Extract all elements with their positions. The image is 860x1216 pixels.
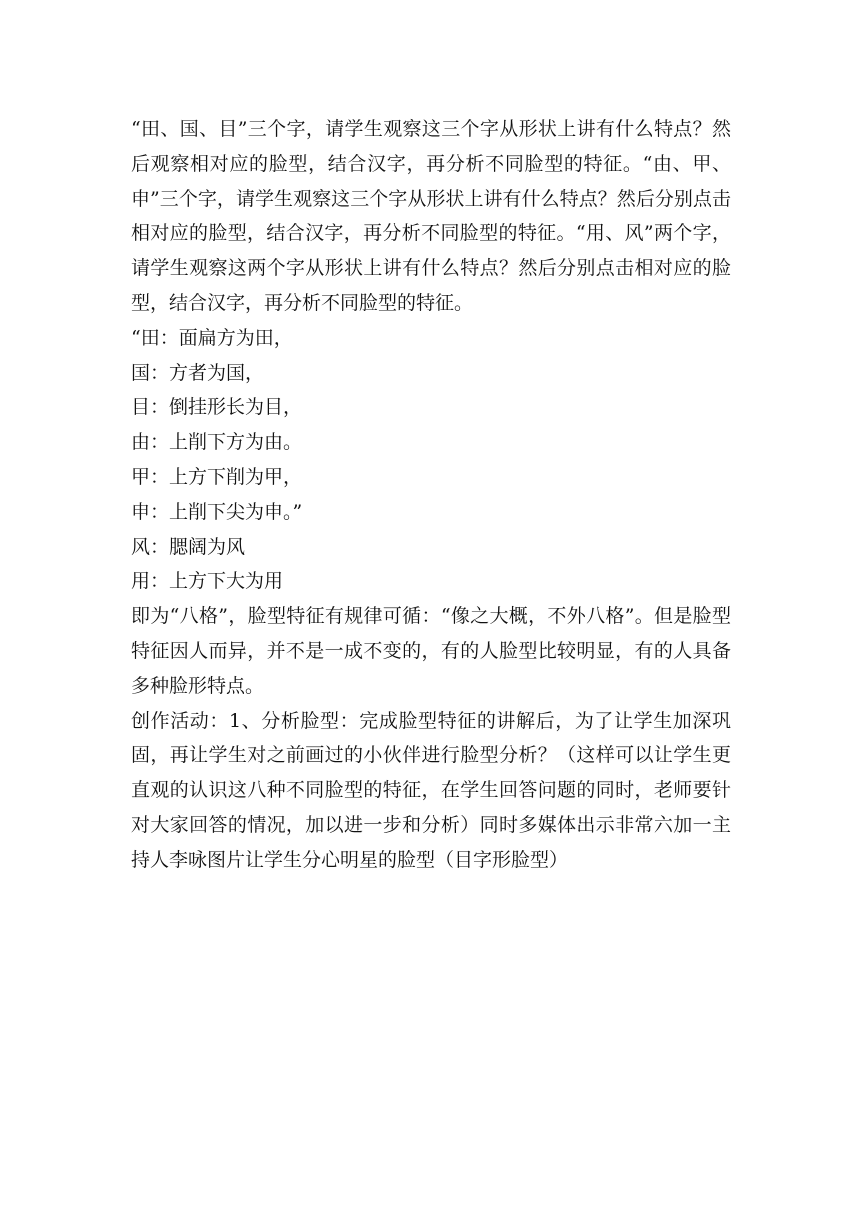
- paragraph-jia: 甲：上方下削为甲，: [131, 465, 303, 488]
- document-body: [131, 112, 731, 878]
- paragraph-feng: 风：腮阔为风: [131, 535, 246, 558]
- paragraph-guo: 国：方者为国，: [131, 361, 265, 384]
- paragraph-eight-patterns: 即为“八格”，脸型特征有规律可循：“像之大概，不外八格”。但是脸型特征因人而异，并不是一成不变的，有的人脸型比较明显，有的人具备多种脸形特点。: [131, 605, 731, 697]
- paragraph-activity: 创作活动：1、分析脸型：完成脸型特征的讲解后，为了让学生加深巩固，再让学生对之前画过的小伙伴进行脸型分析？（这样可以让学生更直观的认识这八种不同脸型的特征，在学生回答问题的同时，老师要针对大家回答的情况，加以进一步和分析）同时多媒体出示非常六加一主持人李咏图片让学生分心明星的脸型（目字形脸型）: [131, 709, 731, 871]
- paragraph-tian: “田：面扁方为田，: [131, 326, 293, 349]
- paragraph-yong: 用：上方下大为用: [131, 570, 284, 593]
- paragraph-you: 由：上削下方为由。: [131, 431, 303, 454]
- paragraph-shen: 申：上削下尖为申。”: [131, 500, 303, 523]
- paragraph-intro: “田、国、目”三个字，请学生观察这三个字从形状上讲有什么特点？然后观察相对应的脸型，结合汉字，再分析不同脸型的特征。“由、甲、申”三个字，请学生观察这三个字从形状上讲有什么特点？然后分别点击相对应的脸型，结合汉字，再分析不同脸型的特征。“用、风”两个字，请学生观察这两个字从形状上讲有什么特点？然后分别点击相对应的脸型，结合汉字，再分析不同脸型的特征。: [131, 118, 731, 314]
- paragraph-mu: 目：倒挂形长为目，: [131, 396, 303, 419]
